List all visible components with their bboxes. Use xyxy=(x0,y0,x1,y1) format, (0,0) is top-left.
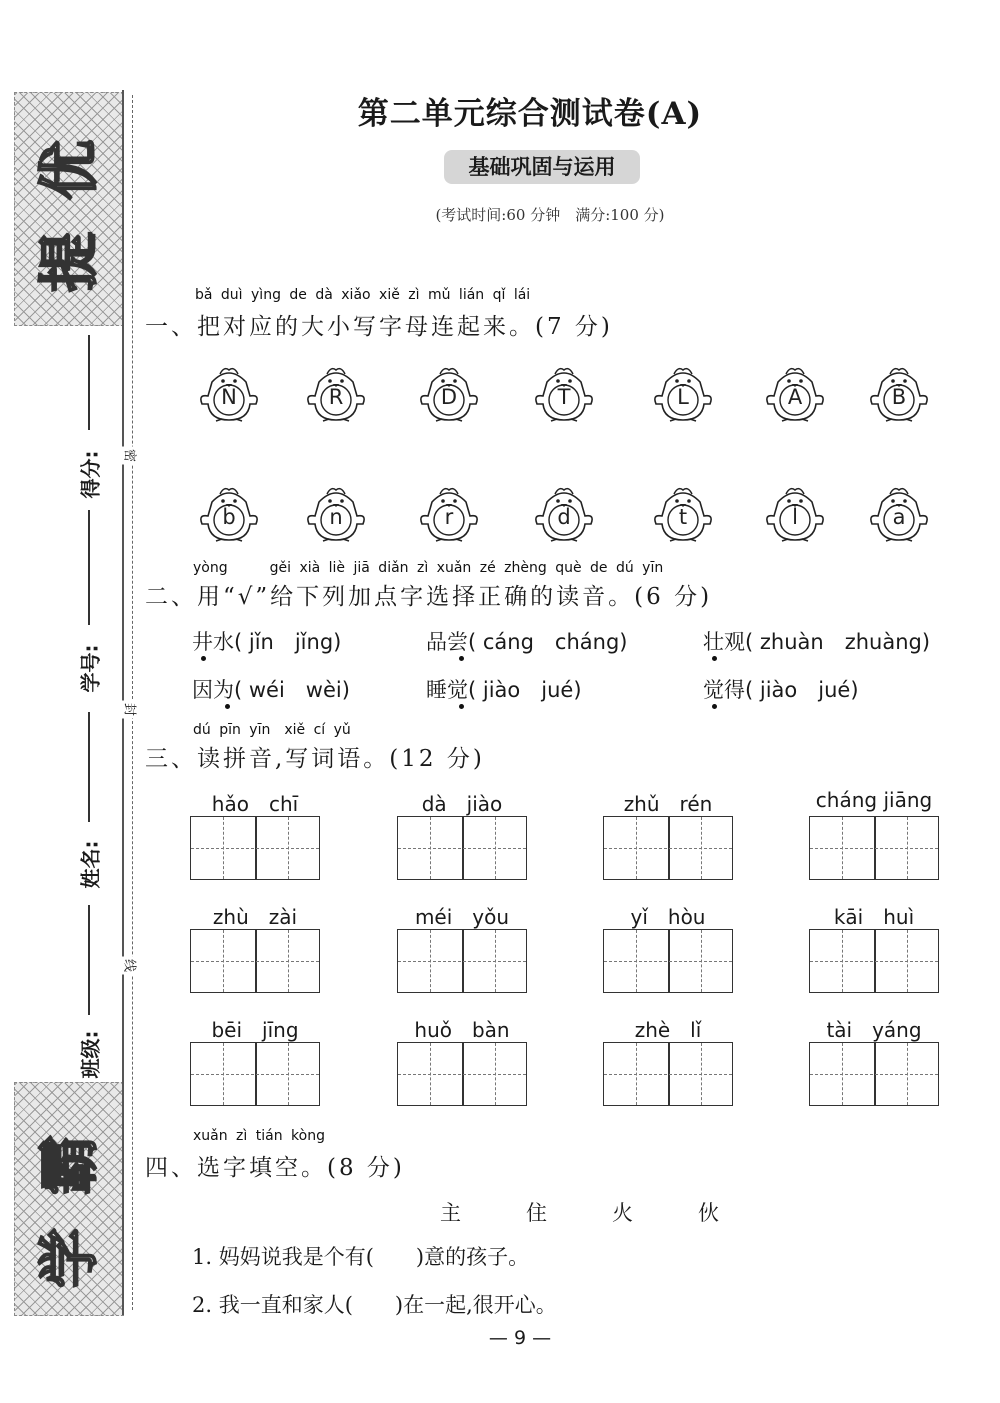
penguin-letter-card[interactable] xyxy=(533,364,595,424)
q2-item-word: 壮观 xyxy=(703,630,745,654)
grid-pinyin: kāi huì xyxy=(833,905,915,929)
seal-char-2: 封 xyxy=(122,701,141,719)
penguin-letter: A xyxy=(787,385,803,409)
grid-pinyin: yǐ hòu xyxy=(630,905,706,929)
q2-item xyxy=(426,674,582,704)
emphasis-dot xyxy=(459,656,464,661)
q2-item-word: 因为 xyxy=(192,678,234,702)
grid-pinyin: méi yǒu xyxy=(414,905,510,929)
exam-time-note: (考试时间:60 分钟 满分:100 分) xyxy=(435,206,665,224)
score-label: 得分: xyxy=(78,450,103,499)
q2-item-options[interactable]: ( jǐn jǐng) xyxy=(234,630,342,654)
q2-item-word: 井水 xyxy=(192,630,234,654)
q2-item xyxy=(192,674,350,704)
q2-item-options[interactable]: ( cáng cháng) xyxy=(468,630,628,654)
grid-pinyin: zhù zài xyxy=(212,905,298,929)
q4-choices xyxy=(440,1197,784,1227)
writing-grid[interactable] xyxy=(397,929,527,993)
sidebar-char-bottom-2: 霸 xyxy=(35,1135,105,1195)
penguin-letter-card[interactable] xyxy=(764,484,826,544)
q2-item-options[interactable]: ( wéi wèi) xyxy=(234,678,350,702)
penguin-letter: d xyxy=(557,505,571,529)
writing-grid[interactable] xyxy=(809,929,939,993)
grid-pinyin: cháng jiāng xyxy=(815,788,933,812)
penguin-letter-card[interactable] xyxy=(418,484,480,544)
q2-item xyxy=(426,626,627,656)
page-number: — 9 — xyxy=(488,1327,552,1349)
q2-item xyxy=(703,626,930,656)
q2-item xyxy=(192,626,341,656)
emphasis-dot xyxy=(712,704,717,709)
q4-choice: 主 xyxy=(440,1201,461,1225)
q3-title: 三、读拼音,写词语。(12 分) xyxy=(145,746,485,772)
writing-grid[interactable] xyxy=(603,929,733,993)
penguin-letter: B xyxy=(891,385,907,409)
grid-pinyin: huǒ bàn xyxy=(414,1018,510,1042)
writing-grid[interactable] xyxy=(190,929,320,993)
writing-grid[interactable] xyxy=(397,1042,527,1106)
q1-pinyin: bǎ duì yìng de dà xiǎo xiě zì mǔ lián qǐ lái xyxy=(195,287,531,303)
writing-grid[interactable] xyxy=(397,816,527,880)
score-line xyxy=(88,335,90,430)
student-id-line xyxy=(88,510,90,625)
q4-choice: 火 xyxy=(612,1201,633,1225)
q4-sentence-1[interactable]: 1. 妈妈说我是个有( )意的孩子。 xyxy=(192,1245,530,1269)
q2-title: 二、用“√”给下列加点字选择正确的读音。(6 分) xyxy=(145,584,713,610)
q4-pinyin: xuǎn zì tián kòng xyxy=(193,1128,325,1144)
class-line xyxy=(88,905,90,1015)
penguin-letter-card[interactable] xyxy=(198,484,260,544)
q2-item-options[interactable]: ( jiào jué) xyxy=(745,678,859,702)
emphasis-dot xyxy=(459,704,464,709)
q2-item-options[interactable]: ( zhuàn zhuàng) xyxy=(745,630,931,654)
seal-char-3: 线 xyxy=(122,957,141,975)
grid-pinyin: tài yáng xyxy=(826,1018,922,1042)
penguin-letter-card[interactable] xyxy=(764,364,826,424)
penguin-letter: D xyxy=(440,385,458,409)
emphasis-dot xyxy=(201,656,206,661)
q2-item xyxy=(703,674,859,704)
q2-item-word: 品尝 xyxy=(426,630,468,654)
penguin-letter-card[interactable] xyxy=(418,364,480,424)
grid-pinyin: hǎo chī xyxy=(211,792,299,816)
class-label: 班级: xyxy=(78,1030,103,1079)
writing-grid[interactable] xyxy=(809,816,939,880)
name-line xyxy=(88,712,90,822)
penguin-letter: n xyxy=(329,505,343,529)
emphasis-dot xyxy=(225,704,230,709)
q4-choice: 伙 xyxy=(698,1201,719,1225)
penguin-letter-card[interactable] xyxy=(868,484,930,544)
writing-grid[interactable] xyxy=(190,816,320,880)
penguin-letter: r xyxy=(444,505,454,529)
grid-pinyin: bēi jīng xyxy=(211,1018,299,1042)
q2-item-word: 觉得 xyxy=(703,678,745,702)
seal-char-1: 密 xyxy=(122,447,141,465)
writing-grid[interactable] xyxy=(603,816,733,880)
q4-sentence-2[interactable]: 2. 我一直和家人( )在一起,很开心。 xyxy=(192,1293,557,1317)
penguin-letter: b xyxy=(222,505,236,529)
penguin-letter-card[interactable] xyxy=(652,484,714,544)
emphasis-dot xyxy=(712,656,717,661)
q4-choice: 住 xyxy=(526,1201,547,1225)
q1-title: 一、把对应的大小写字母连起来。(7 分) xyxy=(145,314,613,340)
writing-grid[interactable] xyxy=(603,1042,733,1106)
name-label: 姓名: xyxy=(78,840,103,889)
penguin-letter: l xyxy=(792,505,798,529)
student-id-label: 学号: xyxy=(78,644,103,693)
penguin-letter-card[interactable] xyxy=(198,364,260,424)
penguin-letter-card[interactable] xyxy=(868,364,930,424)
grid-pinyin: zhè lǐ xyxy=(634,1018,702,1042)
penguin-letter-card[interactable] xyxy=(533,484,595,544)
q2-pinyin: yòng gěi xià liè jiā diǎn zì xuǎn zé zhèng què de dú yīn xyxy=(193,560,664,576)
penguin-letter: t xyxy=(678,505,688,529)
penguin-letter: R xyxy=(328,385,344,409)
sidebar-char-top-1: 提 xyxy=(35,232,105,292)
q2-item-word: 睡觉 xyxy=(426,678,468,702)
grid-pinyin: zhǔ rén xyxy=(623,792,713,816)
q2-item-options[interactable]: ( jiào jué) xyxy=(468,678,582,702)
penguin-letter-card[interactable] xyxy=(652,364,714,424)
sidebar-char-bottom-1: 学 xyxy=(35,1228,105,1288)
penguin-letter-card[interactable] xyxy=(305,364,367,424)
q3-pinyin: dú pīn yīn xiě cí yǔ xyxy=(193,722,351,738)
q4-title: 四、选字填空。(8 分) xyxy=(145,1155,405,1181)
penguin-letter: a xyxy=(892,505,906,529)
sidebar-char-top-2: 优 xyxy=(35,140,105,200)
section-subtitle: 基础巩固与运用 xyxy=(444,150,640,184)
writing-grid[interactable] xyxy=(809,1042,939,1106)
grid-pinyin: dà jiào xyxy=(421,792,503,816)
page-title: 第二单元综合测试卷(A) xyxy=(357,96,703,132)
penguin-letter: N xyxy=(221,385,237,409)
penguin-letter-card[interactable] xyxy=(305,484,367,544)
writing-grid[interactable] xyxy=(190,1042,320,1106)
penguin-letter: T xyxy=(557,385,571,409)
penguin-letter: L xyxy=(677,385,689,409)
